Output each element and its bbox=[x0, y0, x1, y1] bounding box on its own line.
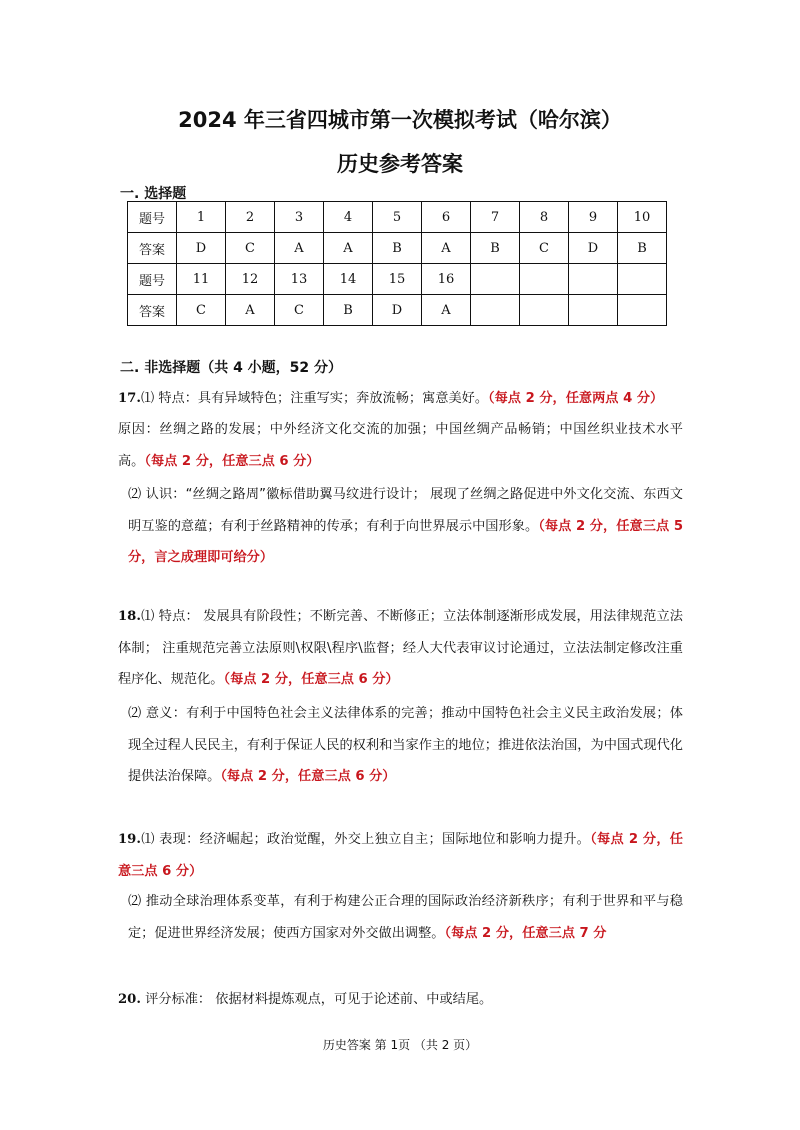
table-cell bbox=[471, 295, 520, 326]
table-cell bbox=[569, 264, 618, 295]
table-row-label: 答案 bbox=[128, 233, 177, 264]
table-cell: A bbox=[422, 295, 471, 326]
table-cell: 13 bbox=[275, 264, 324, 295]
table-cell: 4 bbox=[324, 202, 373, 233]
q17-part2-score: （每点 2 分，任意三点 5 分，言之成理即可给分） bbox=[128, 518, 683, 565]
table-cell: C bbox=[520, 233, 569, 264]
q20-text: 评分标准： 依据材料提炼观点，可见于论述前、中或结尾。 bbox=[140, 992, 493, 1007]
q17-reason bbox=[118, 414, 683, 477]
table-cell: A bbox=[226, 295, 275, 326]
page-footer: 历史答案 第 1页 （共 2 页） bbox=[322, 1038, 478, 1052]
q18-part2 bbox=[128, 698, 683, 793]
table-cell bbox=[520, 264, 569, 295]
q19-part2 bbox=[128, 886, 683, 949]
table-cell: B bbox=[618, 233, 667, 264]
table-cell: C bbox=[226, 233, 275, 264]
q18-part1 bbox=[118, 601, 683, 696]
table-cell: B bbox=[373, 233, 422, 264]
q17-part1-text: ⑴ 特点：具有异域特色；注重写实；奔放流畅；寓意美好。 bbox=[140, 391, 489, 406]
table-row bbox=[128, 202, 667, 233]
table-cell: 11 bbox=[177, 264, 226, 295]
table-row-label: 答案 bbox=[128, 295, 177, 326]
q19-part1-score: （每点 2 分，任意三点 6 分） bbox=[118, 832, 683, 879]
q19-part2-text: ⑵ 推动全球治理体系变革，有利于构建公正合理的国际政治经济新秩序；有利于世界和平与稳定；促进世界经济发展；使西方国家对外交做出调整。 bbox=[128, 894, 683, 941]
table-cell: 3 bbox=[275, 202, 324, 233]
answer-table bbox=[127, 201, 667, 326]
table-cell: C bbox=[177, 295, 226, 326]
table-cell: 12 bbox=[226, 264, 275, 295]
table-row-label: 题号 bbox=[128, 264, 177, 295]
table-cell: A bbox=[275, 233, 324, 264]
table-cell: B bbox=[324, 295, 373, 326]
table-cell bbox=[618, 295, 667, 326]
section1-heading: 一. 选择题 bbox=[120, 186, 187, 202]
table-cell bbox=[471, 264, 520, 295]
table-cell bbox=[520, 295, 569, 326]
table-cell: 9 bbox=[569, 202, 618, 233]
q17-reason-score: （每点 2 分，任意三点 6 分） bbox=[144, 453, 320, 469]
table-cell: 16 bbox=[422, 264, 471, 295]
q18-part2-text: ⑵ 意义：有利于中国特色社会主义法律体系的完善；推动中国特色社会主义民主政治发展；体现全过程人民民主，有利于保证人民的权利和当家作主的地位；推进依法治国，为中国式现代化提供法治保障。 bbox=[128, 706, 683, 784]
table-cell: A bbox=[422, 233, 471, 264]
table-cell: 6 bbox=[422, 202, 471, 233]
q17-part2 bbox=[128, 479, 683, 574]
table-cell: B bbox=[471, 233, 520, 264]
q17-part2-text: ⑵ 认识：“丝绸之路周”徽标借助翼马纹进行设计； 展现了丝绸之路促进中外文化交流、东西文明互鉴的意蕴；有利于丝路精神的传承；有利于向世界展示中国形象。 bbox=[128, 487, 683, 534]
q19-part1 bbox=[118, 824, 683, 887]
section2-heading: 二. 非选择题（共 4 小题，52 分） bbox=[120, 360, 343, 376]
page-title: 2024 年三省四城市第一次模拟考试（哈尔滨） bbox=[178, 108, 622, 132]
table-cell: 14 bbox=[324, 264, 373, 295]
table-cell: 7 bbox=[471, 202, 520, 233]
page-subtitle: 历史参考答案 bbox=[337, 152, 463, 176]
q17-part1 bbox=[118, 383, 683, 415]
q18-part1-score: （每点 2 分，任意三点 6 分） bbox=[223, 672, 399, 687]
q19-part2-score: （每点 2 分，任意三点 7 分 bbox=[444, 925, 607, 941]
table-cell: D bbox=[177, 233, 226, 264]
q17-number: 17. bbox=[118, 391, 141, 406]
table-cell: 8 bbox=[520, 202, 569, 233]
q19-number: 19. bbox=[118, 832, 141, 847]
table-cell: 2 bbox=[226, 202, 275, 233]
table-cell: 15 bbox=[373, 264, 422, 295]
table-row-label: 题号 bbox=[128, 202, 177, 233]
table-row bbox=[128, 295, 667, 326]
table-cell: 1 bbox=[177, 202, 226, 233]
table-cell: A bbox=[324, 233, 373, 264]
table-row bbox=[128, 264, 667, 295]
table-cell: D bbox=[373, 295, 422, 326]
q18-number: 18. bbox=[118, 609, 141, 624]
q18-part2-score: （每点 2 分，任意三点 6 分） bbox=[220, 769, 396, 784]
table-cell bbox=[618, 264, 667, 295]
q17-part1-score: （每点 2 分，任意两点 4 分） bbox=[488, 391, 664, 406]
table-cell: 10 bbox=[618, 202, 667, 233]
q20-part1 bbox=[118, 984, 683, 1016]
table-cell bbox=[569, 295, 618, 326]
table-row bbox=[128, 233, 667, 264]
table-cell: D bbox=[569, 233, 618, 264]
q18-part1-text: ⑴ 特点： 发展具有阶段性；不断完善、不断修正；立法体制逐渐形成发展，用法律规范立法体制； 注重规范完善立法原则\权限\程序\监督；经人大代表审议讨论通过，立法法制定修改注重程序化、规范化。 bbox=[118, 609, 683, 687]
q19-part1-text: ⑴ 表现：经济崛起；政治觉醒，外交上独立自主；国际地位和影响力提升。 bbox=[140, 832, 591, 847]
table-cell: C bbox=[275, 295, 324, 326]
table-cell: 5 bbox=[373, 202, 422, 233]
q20-number: 20. bbox=[118, 992, 141, 1007]
q17-reason-text: 原因：丝绸之路的发展；中外经济文化交流的加强；中国丝绸产品畅销；中国丝织业技术水平高。 bbox=[118, 422, 683, 469]
